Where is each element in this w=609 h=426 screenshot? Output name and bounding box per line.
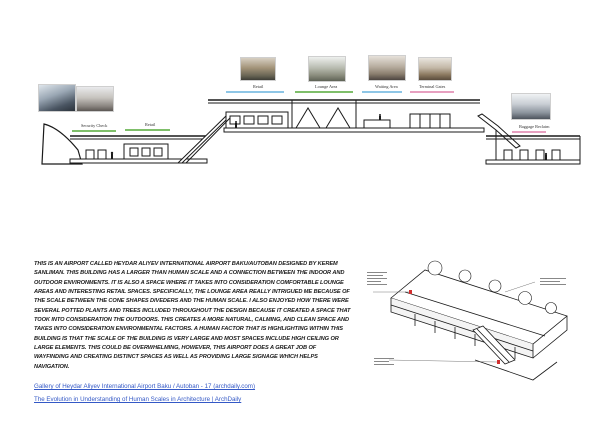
label-retail-lower: Retail (145, 122, 156, 127)
lounge-cones (296, 108, 350, 128)
label-baggage-reclaim: Baggage Reclaim (519, 124, 550, 129)
link-archdaily-gallery[interactable]: Gallery of Heydar Aliyev International Airport Baku / Autoban - 17 (archdaily.com) (34, 383, 256, 390)
annotation-note-right (540, 276, 566, 287)
label-lounge-area: Lounge Area (315, 84, 338, 89)
essay-text: THIS IS AN AIRPORT CALLED HEYDAR ALIYEV INTERNATIONAL AIRPORT BAKU/AUTOBAN DESIGNED BY KEREM SANLIMAN. THIS BUILDING HAS A LARGER THAN HUMAN SCALE AND A CONNECTION BETWEEN THE INDOOR AND OUTDOOR ENVIRONMENTS. IT IS ALSO A SPACE WHERE IT TAKES INTO CONSIDERATION COMFORTABLE LOUNGE AREAS AND INTERESTING RETAIL SPACES. SPECIFICALLY, THE LOUNGE AREA REALLY INTRIGUED ME BECAUSE OF THE SCALE BETWEEN THE CONE SHAPES DIVEDERS AND THE HUMAN SCALE. I ALSO ENJOYED HOW THERE WERE SEVERAL POTTED PLANTS AND TREES INCLUDED THROUGHOUT THE DESIGN BECAUSE IT CREATED A SPACE THAT TOOK INTO CONSIDERATION THE OUTDOORS. THIS CREATES A MORE NATURAL, CALMING, AND CLEAN SPACE AND TAKES INTO CONSIDERATION ENVIRONMENTAL FACTORS. A HUMAN FACTOR THAT IS HIGHLIGHTING WITHIN THIS BUILDING IS THAT THE SCALE OF THE BUILDING IS VERY LARGE AND MOST SPACES INCLUDE HIGH CEILING OR LARGE ELEMENTS. THIS COULD BE OVERWHELMING, HOWEVER, THIS AIRPORT DOES A GREAT JOB OF WAYFINDING AND CREATING DISTINCT SPACES AS WELL AS PROVIDING LARGE SIGNAGE WHICH HELPS NAVIGATION. (34, 261, 351, 370)
entrance-canopy (42, 124, 82, 164)
label-security-check: Security Check (81, 123, 108, 128)
label-waiting-area: Waiting Area (375, 84, 398, 89)
red-marker-bottom (497, 360, 500, 364)
label-retail-upper: Retail (253, 84, 264, 89)
baggage-floor-slab (486, 160, 580, 164)
building-section-drawing (0, 40, 609, 180)
tree-icon (428, 261, 442, 275)
label-terminal-gates: Terminal Gates (419, 84, 446, 89)
upper-floor-slab (224, 128, 484, 132)
red-marker-left (409, 290, 412, 294)
retail-box-lower (124, 144, 168, 159)
link-human-scales-article[interactable]: The Evolution in Understanding of Human Scales in Architecture | ArchDaily (34, 396, 242, 403)
annotation-note-bottom (374, 356, 394, 367)
annotation-note-left (367, 270, 387, 287)
